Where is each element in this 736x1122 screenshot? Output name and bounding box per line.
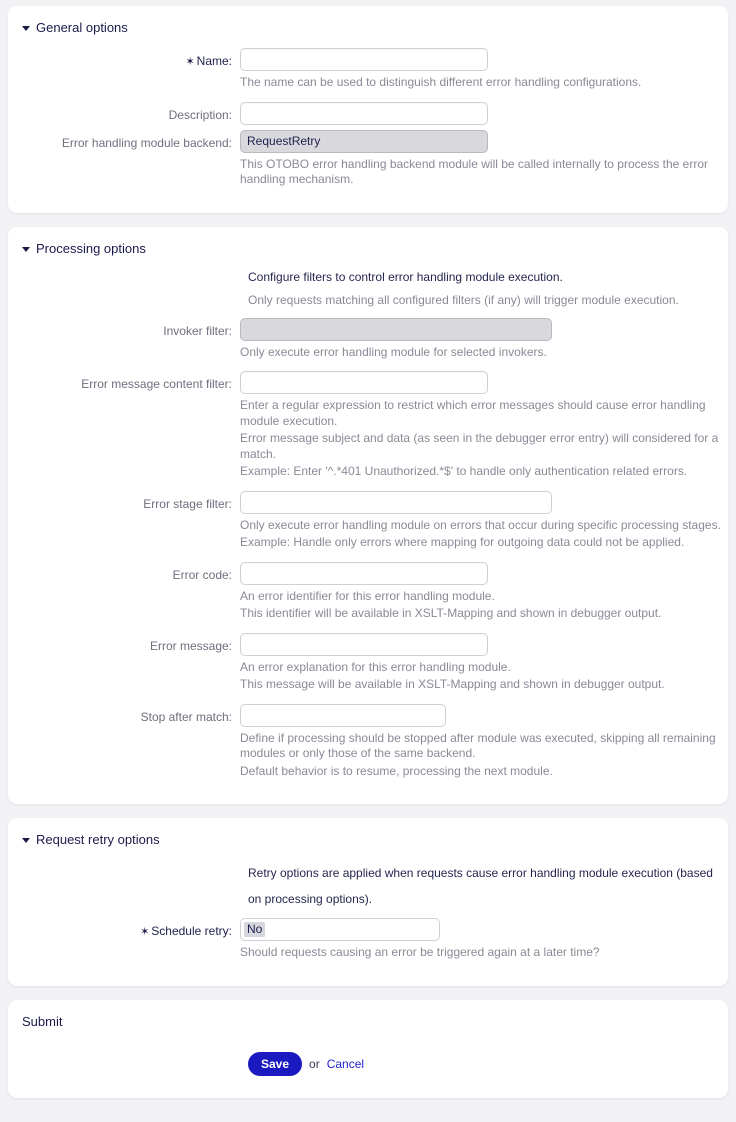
processing-options-header[interactable] [8,237,728,261]
backend-value: RequestRetry [247,134,321,148]
request-retry-options-card [8,818,728,986]
error-code-input[interactable] [240,562,488,585]
description-row [8,102,728,128]
name-row [8,48,728,100]
error-message-content-filter-row [8,371,728,489]
submit-actions [8,1052,728,1076]
error-stage-filter-select[interactable] [240,491,552,514]
schedule-retry-select[interactable] [240,918,440,941]
backend-readonly-field [240,130,488,153]
error-message-input[interactable] [240,633,488,656]
schedule-retry-label [8,918,240,945]
name-label [8,48,240,75]
content-filter-help-3: Example: Enter '^.*401 Unauthorized.*$' to handle only authentication related errors. [240,464,688,478]
or-separator: or [309,1056,320,1071]
processing-intro-block [8,269,728,308]
backend-help-text: This OTOBO error handling backend module will be called internally to process the error handling mechanism. [240,156,708,186]
processing-options-title: Processing options [36,240,146,256]
error-message-content-filter-input[interactable] [240,371,488,394]
error-message-content-filter-label: Error message content filter: [81,377,232,391]
stop-after-match-label: Stop after match: [140,709,232,724]
processing-intro-navy: Configure filters to control error handling module execution. [248,269,563,284]
stop-after-match-row [8,704,728,789]
processing-intro-gray: Only requests matching all configured filters (if any) will trigger module execution. [248,292,679,307]
request-retry-options-title: Request retry options [36,832,160,847]
invoker-filter-label: Invoker filter: [163,323,232,338]
error-code-row [8,562,728,631]
backend-label: Error handling module backend: [61,135,232,150]
stage-filter-help-1: Only execute error handling module on errors that occur during specific processing stages. [240,517,721,532]
invoker-filter-row [8,318,728,370]
error-message-label: Error message: [149,638,232,653]
name-help-text: The name can be used to distinguish different error handling configurations. [240,75,642,89]
error-stage-filter-label: Error stage filter: [143,496,232,511]
backend-row [8,130,728,197]
submit-header [8,1010,728,1034]
required-star-icon: ✶ [140,926,150,938]
error-message-help-2: This message will be available in XSLT-Mapping and shown in debugger output. [240,677,665,691]
schedule-retry-label-text: Schedule retry: [151,924,232,938]
submit-title: Submit [22,1013,63,1029]
error-stage-filter-row [8,491,728,560]
description-label: Description: [168,107,232,122]
error-message-row [8,633,728,702]
stop-after-match-help-2: Default behavior is to resume, processing the next module. [240,763,553,778]
name-label-text: Name: [196,54,232,68]
invoker-filter-help: Only execute error handling module for selected invokers. [240,344,547,359]
error-code-help-2: This identifier will be available in XSLT-Mapping and shown in debugger output. [240,606,662,620]
content-filter-help-1: Enter a regular expression to restrict which error messages should cause error handling module execution. [240,398,706,428]
error-code-label: Error code: [172,567,232,582]
general-options-header[interactable] [8,16,728,40]
cancel-link[interactable]: Cancel [326,1056,365,1071]
general-options-title: General options [36,20,128,35]
stop-after-match-help-1: Define if processing should be stopped after module was executed, skipping all remaining modules or only those of the same backend. [240,730,716,760]
error-code-help-1: An error identifier for this error handling module. [240,588,495,603]
schedule-retry-help: Should requests causing an error be triggered again at a later time? [240,945,600,959]
general-options-card [8,6,728,213]
retry-intro-block [8,860,728,912]
chevron-down-icon[interactable] [22,838,30,843]
chevron-down-icon[interactable] [22,247,30,252]
error-message-help-1: An error explanation for this error handling module. [240,659,511,674]
chevron-down-icon[interactable] [22,26,30,31]
stage-filter-help-2: Example: Handle only errors where mapping for outgoing data could not be applied. [240,535,685,549]
schedule-retry-selected-option: No [244,922,265,937]
content-filter-help-2: Error message subject and data (as seen in the debugger error entry) will considered for a match. [240,431,719,461]
save-button[interactable]: Save [248,1052,302,1076]
name-input[interactable] [240,48,488,71]
retry-intro-text: Retry options are applied when requests cause error handling module execution (based on processing options). [248,866,713,906]
description-input[interactable] [240,102,488,125]
required-star-icon: ✶ [185,56,195,68]
invoker-filter-select[interactable] [240,318,552,341]
processing-options-card [8,227,728,805]
schedule-retry-row [8,918,728,970]
submit-card [8,1000,728,1098]
request-retry-options-header[interactable] [8,828,728,852]
stop-after-match-select[interactable] [240,704,446,727]
